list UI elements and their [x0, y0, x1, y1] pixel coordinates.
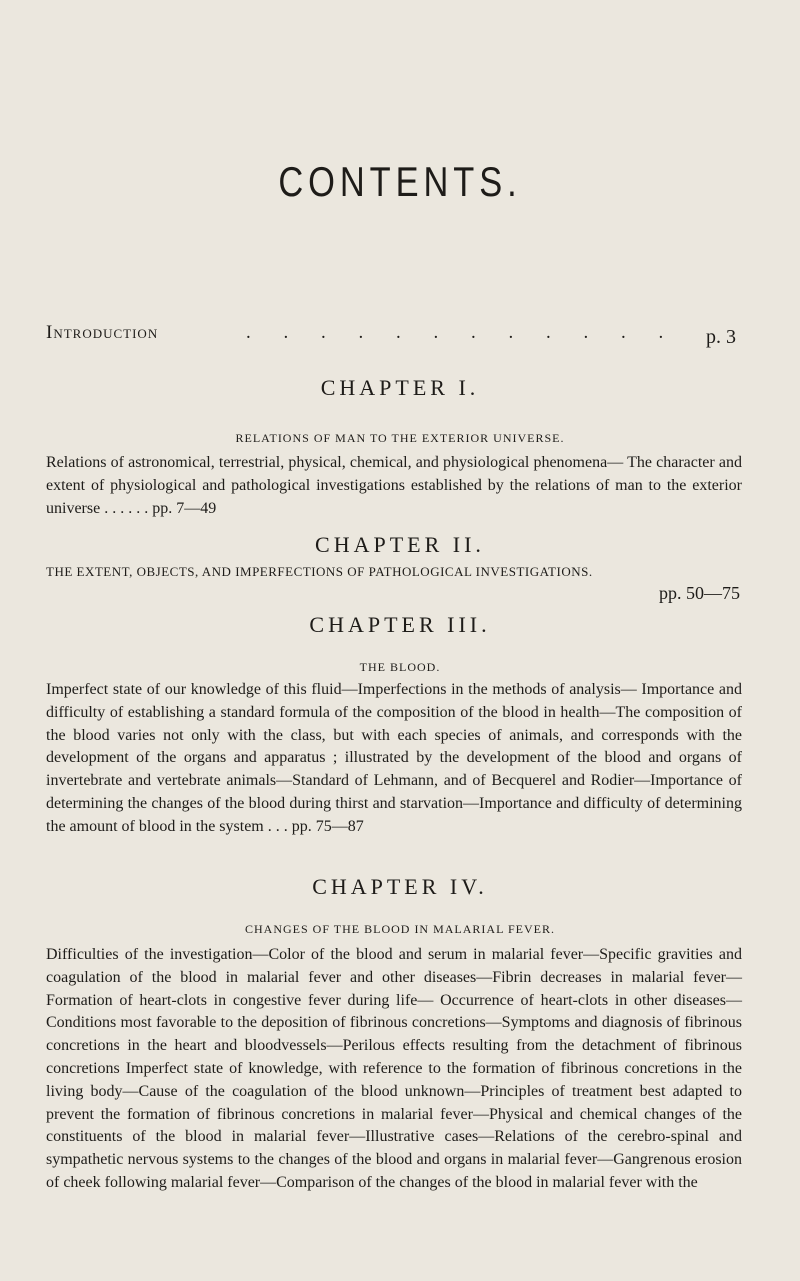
page-title: CONTENTS.	[278, 158, 522, 205]
introduction-label: Introduction	[46, 322, 159, 343]
introduction-page: p. 3	[706, 326, 736, 348]
chapter-1-subtitle: RELATIONS OF MAN TO THE EXTERIOR UNIVERSE.	[235, 431, 565, 445]
chapter-2-subtitle: THE EXTENT, OBJECTS, AND IMPERFECTIONS OF PATHOLOGICAL INVESTIGATIONS.	[46, 564, 593, 579]
chapter-4-subtitle: CHANGES OF THE BLOOD IN MALARIAL FEVER.	[244, 922, 555, 936]
chapter-1-heading: CHAPTER I.	[320, 375, 480, 400]
chapter-3-pages: pp. 75—87	[291, 817, 364, 835]
chapter-4-heading: CHAPTER IV.	[312, 874, 488, 899]
chapter-1-pages: pp. 7—49	[152, 499, 217, 517]
chapter-2-heading: CHAPTER II.	[315, 532, 485, 557]
chapter-2-pages: pp. 50—75	[659, 583, 740, 603]
chapter-1-summary	[46, 452, 742, 520]
chapter-4-summary	[46, 944, 742, 1195]
chapter-3-subtitle: THE BLOOD.	[359, 660, 441, 674]
chapter-4-text: Difficulties of the investigation—Color of the blood and serum in malarial fever—Specific gravities and coagulation of the blood in malarial fever and other diseases—Fibrin decreases in malarial fever—Formation of heart-clots in congestive fever during life— Occurrence of heart-clots in other diseases—Conditions most favorable to the deposition of fibrinous concretions—Symptoms and diagnosis of fibrinous concretions in the heart and bloodvessels—Perilous effects resulting from the detachment of fibrinous concretions Imperfect state of knowledge, with reference to the formation of fibrinous concretions in the living body—Cause of the coagulation of the blood unknown—Principles of treatment best adapted to prevent the formation of fibrinous concretions in malarial fever—Physical and chemical changes of the constituents of the blood in malarial fever—Illustrative cases—Relations of the cerebro-spinal and sympathetic nervous systems to the changes of the blood and organs in malarial fever—Gangrenous erosion of cheek following malarial fever—Comparison of the changes of the blood in malarial fever with the	[46, 946, 742, 1191]
chapter-3-text: Imperfect state of our knowledge of this fluid—Imperfections in the methods of analysis— Importance and difficulty of establishing a standard formula of the composition of the blood in health—The composition of the blood varies not only with the class, but with each species of animals, and corresponds with the development of the organs and apparatus ; illustrated by the development of the blood and organs of invertebrate and vertebrate animals—Standard of Lehmann, and of Becquerel and Rodier—Importance of determining the changes of the blood during thirst and starvation—Importance and difficulty of determining the amount of blood in the system . . .	[46, 681, 742, 835]
chapter-1-text: Relations of astronomical, terrestrial, physical, chemical, and physiological phenomena— The character and extent of physiological and pathological investigations established by the relations of man to the exterior universe . . . . . .	[46, 454, 742, 517]
toc-entry-introduction[interactable]	[46, 322, 736, 352]
leader-dots: . . . . . . . . . . . .	[246, 322, 678, 343]
chapter-3-heading: CHAPTER III.	[309, 612, 491, 637]
chapter-3-summary	[46, 679, 742, 839]
